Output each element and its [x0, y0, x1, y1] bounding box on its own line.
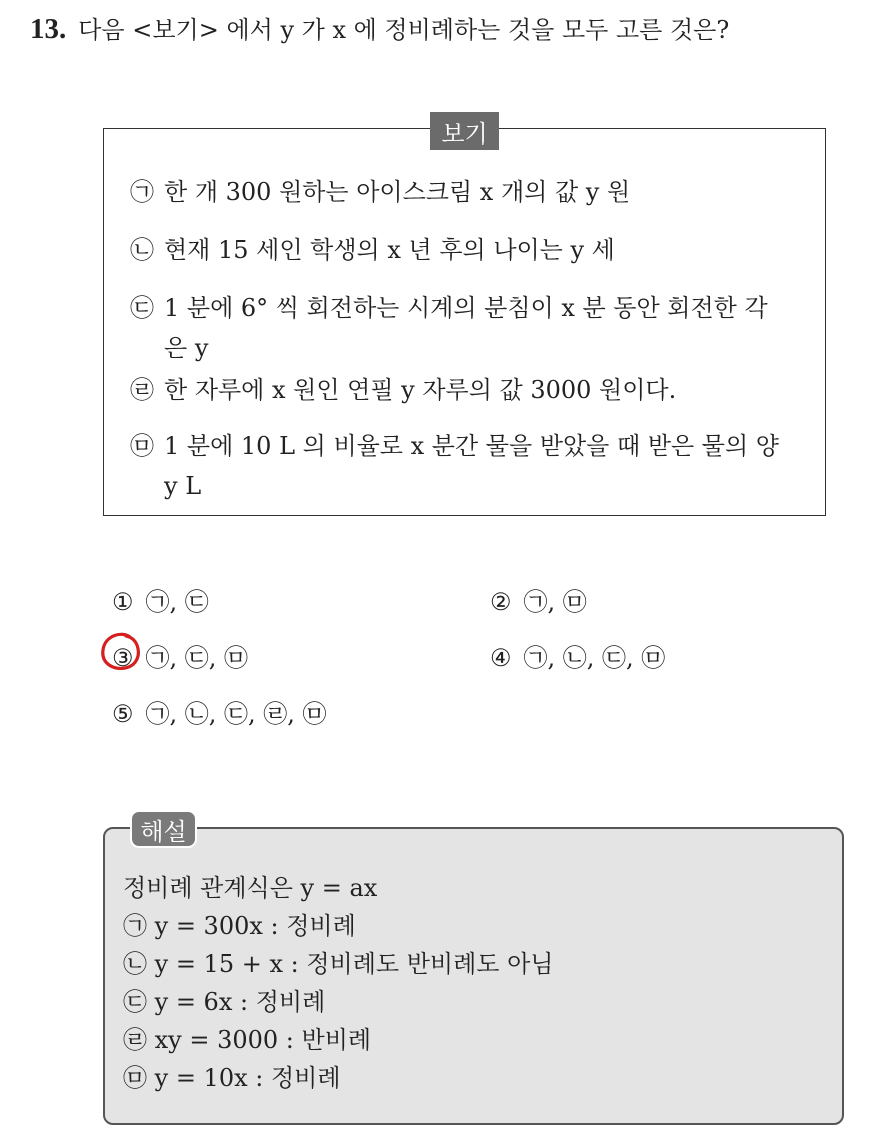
explanation-line: ㉡ y = 15 + x : 정비례도 반비례도 아님	[123, 950, 554, 978]
bogi-item-marker: ㉤	[130, 432, 154, 460]
bogi-item-3	[130, 288, 789, 368]
option-number: ③	[112, 644, 134, 672]
option-text: ㉠, ㉢	[145, 588, 209, 616]
bogi-item-4	[130, 370, 789, 410]
answer-option-2[interactable]	[490, 582, 587, 617]
option-number: ①	[112, 588, 134, 616]
answer-mark-circle	[100, 632, 142, 672]
bogi-item-text: 한 개 300 원하는 아이스크림 x 개의 값 y 원	[164, 178, 631, 206]
answer-option-4[interactable]	[490, 638, 665, 673]
option-text: ㉠, ㉡, ㉢, ㉤	[523, 644, 666, 672]
bogi-item-text: 현재 15 세인 학생의 x 년 후의 나이는 y 세	[164, 236, 615, 264]
bogi-item-2	[130, 230, 789, 270]
question-text: 다음 <보기> 에서 y 가 x 에 정비례하는 것을 모두 고른 것은?	[78, 16, 730, 44]
bogi-item-marker: ㉡	[130, 236, 154, 264]
explanation-line: ㉠ y = 300x : 정비례	[123, 912, 356, 940]
option-number: ⑤	[112, 700, 134, 728]
answer-option-1[interactable]	[112, 582, 209, 617]
bogi-item-text: 1 분에 6° 씩 회전하는 시계의 분침이 x 분 동안 회전한 각은 y	[164, 294, 768, 362]
question-title	[30, 10, 729, 46]
answer-option-5[interactable]	[112, 694, 327, 729]
bogi-item-marker: ㉣	[130, 376, 154, 404]
option-text: ㉠, ㉤	[523, 588, 587, 616]
option-number: ②	[490, 588, 512, 616]
bogi-item-1	[130, 172, 789, 212]
bogi-item-text: 1 분에 10 L 의 비율로 x 분간 물을 받았을 때 받은 물의 양 y L	[164, 432, 779, 500]
explanation-line: 정비례 관계식은 y = ax	[123, 874, 378, 902]
explanation-line: ㉢ y = 6x : 정비례	[123, 988, 326, 1016]
bogi-item-text: 한 자루에 x 원인 연필 y 자루의 값 3000 원이다.	[164, 376, 677, 404]
question-number: 13.	[30, 13, 67, 45]
option-text: ㉠, ㉡, ㉢, ㉣, ㉤	[145, 700, 327, 728]
bogi-item-marker: ㉠	[130, 178, 154, 206]
bogi-label: 보기	[430, 112, 499, 150]
explanation-label: 해설	[130, 810, 197, 848]
option-text: ㉠, ㉢, ㉤	[145, 644, 249, 672]
bogi-item-marker: ㉢	[130, 294, 154, 322]
explanation-line: ㉤ y = 10x : 정비례	[123, 1064, 341, 1092]
bogi-item-5	[130, 426, 789, 506]
option-number: ④	[490, 644, 512, 672]
explanation-line: ㉣ xy = 3000 : 반비례	[123, 1026, 372, 1054]
